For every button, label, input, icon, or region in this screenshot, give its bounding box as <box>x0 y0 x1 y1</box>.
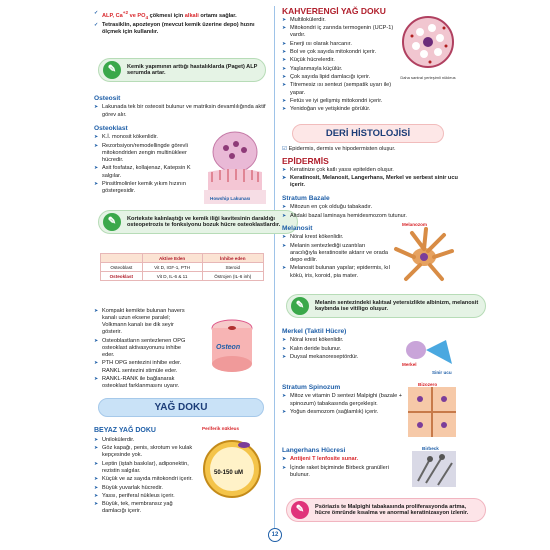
white-fat-figure <box>202 426 268 506</box>
list-item: ➤ Nöral krest kökenlidir. <box>282 337 402 344</box>
list-item: ✓ Tetrasiklin, apozteyon (mevcut kemik üzerine depo) hızını ölçmek için kullanılır. <box>94 22 266 36</box>
osteon-section <box>94 308 192 391</box>
birbeck-label: Birbeck <box>422 446 439 451</box>
note-paget: ✎ Kemik yapımının arttığı hastalıklarda (Paget) ALP serumda artar. <box>98 58 266 82</box>
melanozom-label: Melanozom <box>402 222 428 227</box>
langerhans-section <box>282 444 404 480</box>
beyaz-title: BEYAZ YAĞ DOKU <box>94 427 156 434</box>
list-item: ➤ Nöral krest kökenlidir. <box>282 234 392 241</box>
list-item: ➤ Antijeni T lenfosite sunar. <box>282 456 404 463</box>
list-item: ➤ Bol ve çok sayıda mitokondri içerir. <box>282 49 404 56</box>
langerhans-title: Langerhans Hücresi <box>282 447 346 454</box>
list-item: ➤ Keratinize çok katlı yassı epitelden oluşur. <box>282 167 458 174</box>
epidermis-section <box>282 156 458 191</box>
list-item: ➤ Enerji ısı olarak harcanır. <box>282 41 404 48</box>
list-item: ➤ Mitoz ve vitamin D sentezi Malpighi (bazale + spinozum) tabakasında gerçekleşir. <box>282 393 404 407</box>
melanocyte-figure <box>392 222 456 286</box>
list-item: ➤ Küçük hücrelerdir. <box>282 57 404 64</box>
list-item: ➤ Keratinosit, Melanosit, Langerhans, Merkel ve serbest sinir ucu içerir. <box>282 175 458 189</box>
top-list <box>94 10 266 36</box>
list-item: ➤ Osteoblastların sentezlenen OPG osteoklast aktivasyonunu inhibe eder. <box>94 338 192 359</box>
osteon-figure <box>200 310 264 374</box>
list-item: ➤ Fetüs ve iyi gelişmiş mitokondri içerir. <box>282 98 404 105</box>
kahverengi-title: KAHVERENGİ YAĞ DOKU <box>282 6 386 16</box>
list-item: ➤ Büyük yuvarlak hücredir. <box>94 485 198 492</box>
melanocyte-illustration <box>392 227 456 283</box>
list-item: ➤ Asit fosfataz, kollajenaz, Katepsin K salgılar. <box>94 165 198 179</box>
list-item: ➤ Rezorbsiyon/remodellingde görevli mitokondriden zengin multinükleer hücredir. <box>94 143 198 164</box>
list-item: ➤ Titremesiz ısı sentezi (sempatik uyarı ile) yapar. <box>282 82 404 96</box>
list-item: ➤ Çok sayıda lipid damlacığı içerir. <box>282 74 404 81</box>
bizozero-illustration <box>408 387 456 437</box>
list-item: ➤ Lakunada tek bir osteosit bulunur ve matriksin devamlılığında aktif görev alır. <box>94 104 266 118</box>
sinir-ucu-label: Sinir ucu <box>432 370 452 375</box>
melanosit-section <box>282 222 392 281</box>
list-item: ➤ Kalın deride bulunur. <box>282 346 402 353</box>
note-albinizm: ✎ Melanin sentezindeki kalıtsal yetersizlikte albinizm, melanosit kaybında ise vitiligo oluşur. <box>286 294 486 318</box>
list-item: ➤ Melanosit bulunan yapılar; epidermis, kıl kökü, iris, koroid, pia mater. <box>282 265 392 279</box>
list-item: ➤ Pinsitlmolinler kemik yıkım hızının göstergesidir. <box>94 181 198 195</box>
list-item: ➤ Melanin sentezlediği uzantıları aracılığıyla keratinosite aktarır ve orada depo edilir. <box>282 243 392 264</box>
osteon-label: Osteon <box>216 344 241 351</box>
periferik-label: Periferik nükleus <box>202 426 240 431</box>
brown-fat-illustration <box>400 14 456 70</box>
list-item: ➤ Altdaki bazal laminaya hemidesmozom tutunur. <box>282 213 458 220</box>
osteoklast-section <box>94 122 198 196</box>
size-label: 50-150 uM <box>214 470 244 476</box>
list-item: ➤ RANKL-RANK ile bağlanarak osteoklast farklanmasını uyarır. <box>94 376 192 390</box>
column-divider <box>274 6 275 536</box>
osteon-illustration <box>200 310 264 374</box>
spinozum-section <box>282 381 404 417</box>
deri-histolojisi-banner: DERİ HİSTOLOJİSİ <box>292 124 444 143</box>
epidermis-title: EPİDERMİS <box>282 156 329 166</box>
list-item: ➤ Göz kapağı, penis, skrotum ve kulak kepçesinde yok. <box>94 445 198 459</box>
list-item: ➤ Büyük, tek, membransız yağ damlacığı içerir. <box>94 501 198 515</box>
list-item: ➤ Mitozun en çok olduğu tabakadır. <box>282 204 458 211</box>
yag-doku-banner: YAĞ DOKU <box>98 398 264 417</box>
note-psoriazis: ✎ Psöriazis te Malpighi tabakasında proliferasyonda artma, hücre ömründe kısalma ve anormal keratinizasyon izlenir. <box>286 498 486 522</box>
white-fat-illustration <box>202 431 268 501</box>
deri-intro: ☑ Epidermis, dermis ve hipodermisten oluşur. <box>282 146 396 152</box>
osteoclast-figure <box>204 120 266 204</box>
spinozum-title: Stratum Spinozum <box>282 384 341 391</box>
osteosit-title: Osteosit <box>94 95 121 102</box>
list-item: ➤ Yoğun desmozom (sağlamlık) içerir. <box>282 409 404 416</box>
osteoklast-title: Osteoklast <box>94 125 128 132</box>
osteoclast-illustration <box>204 120 266 204</box>
left-column <box>94 10 266 38</box>
list-item: ➤ Yassı, periferal nükleus içerir. <box>94 493 198 500</box>
list-item: ➤ Mitokondri iç zarında termogenin (UCP-1) vardır. <box>282 25 404 39</box>
list-item: ➤ K.İ. monosit kökenlidir. <box>94 134 198 141</box>
activator-table: Aktive Eden İnhibe eden Osteoblast Vit D, IGF-1, PTH Steroid Osteoklast Vit D, IL-6 & 11 Östrojen (IL-6 inh) <box>100 253 264 281</box>
pen-icon: ✎ <box>291 501 309 519</box>
list-item: ➤ Multilokülerdir. <box>282 17 404 24</box>
birbeck-figure <box>412 446 456 490</box>
birbeck-illustration <box>412 451 456 487</box>
table-row: Osteoklast Vit D, IL-6 & 11 Östrojen (IL-6 inh) <box>101 272 264 281</box>
list-item: ➤ Unilokülerdir. <box>94 437 198 444</box>
brown-fat-label: Daha santral yerleşimli nükleus <box>400 75 456 80</box>
list-item: ➤ PTH OPG sentezini inhibe eder. RANKL sentezini stimüle eder. <box>94 360 192 374</box>
pen-icon: ✎ <box>291 297 309 315</box>
table-row: Osteoblast Vit D, IGF-1, PTH Steroid <box>101 263 264 272</box>
osteosit-section <box>94 92 266 120</box>
list-item: ➤ Duysal mekanoreseptördür. <box>282 354 402 361</box>
list-item: ➤ Yaşlanmayla küçülür. <box>282 66 404 73</box>
merkel-section <box>282 325 402 362</box>
howship-label: Howship Lakunası <box>210 196 251 201</box>
list-item: ➤ Küçük ve az sayıda mitokondri içerir. <box>94 476 198 483</box>
bizozero-label: Bizozero <box>418 382 438 387</box>
merkel-title: Merkel (Taktil Hücre) <box>282 328 347 335</box>
kahverengi-section <box>282 6 404 115</box>
merkel-figure <box>402 336 456 378</box>
note-osteopetrozis: ✎ Kortekste kalınlaştığı ve kemik iliği kavitesinin daraldığı osteopetrozis te fonksiyonu bozuk hücre osteoklastlardır. <box>98 210 298 234</box>
beyaz-section <box>94 424 198 517</box>
bizozero-figure <box>408 382 456 440</box>
pen-icon: ✎ <box>103 61 121 79</box>
list-item: ➤ Yenidoğan ve yetişkinde görülür. <box>282 106 404 113</box>
check-icon: ☑ <box>282 146 288 152</box>
brown-fat-figure <box>400 14 456 84</box>
melanosit-title: Melanosit <box>282 225 313 232</box>
merkel-label: Merkel <box>402 362 417 367</box>
pen-icon: ✎ <box>103 213 121 231</box>
list-item: ➤ Kompakt kemikte bulunan havers kanalı uzun eksene paralel; Volkmann kanalı ise dik seyir gösterir. <box>94 308 192 337</box>
list-item: ➤ Leptin (iştah baskılar), adiponektin, rezistin salgılar. <box>94 461 198 475</box>
page-number: 12 <box>268 528 282 542</box>
stratum-bazale-title: Stratum Bazale <box>282 195 330 202</box>
list-item: ✓ ALP, $Ca^{+2}$ ve $PO_4$ çökmesi için alkali ortamı sağlar. <box>94 10 266 21</box>
stratum-bazale-section <box>282 192 458 221</box>
list-item: ➤ İçinde raket biçiminde Birbeck granülleri bulunur. <box>282 465 404 479</box>
